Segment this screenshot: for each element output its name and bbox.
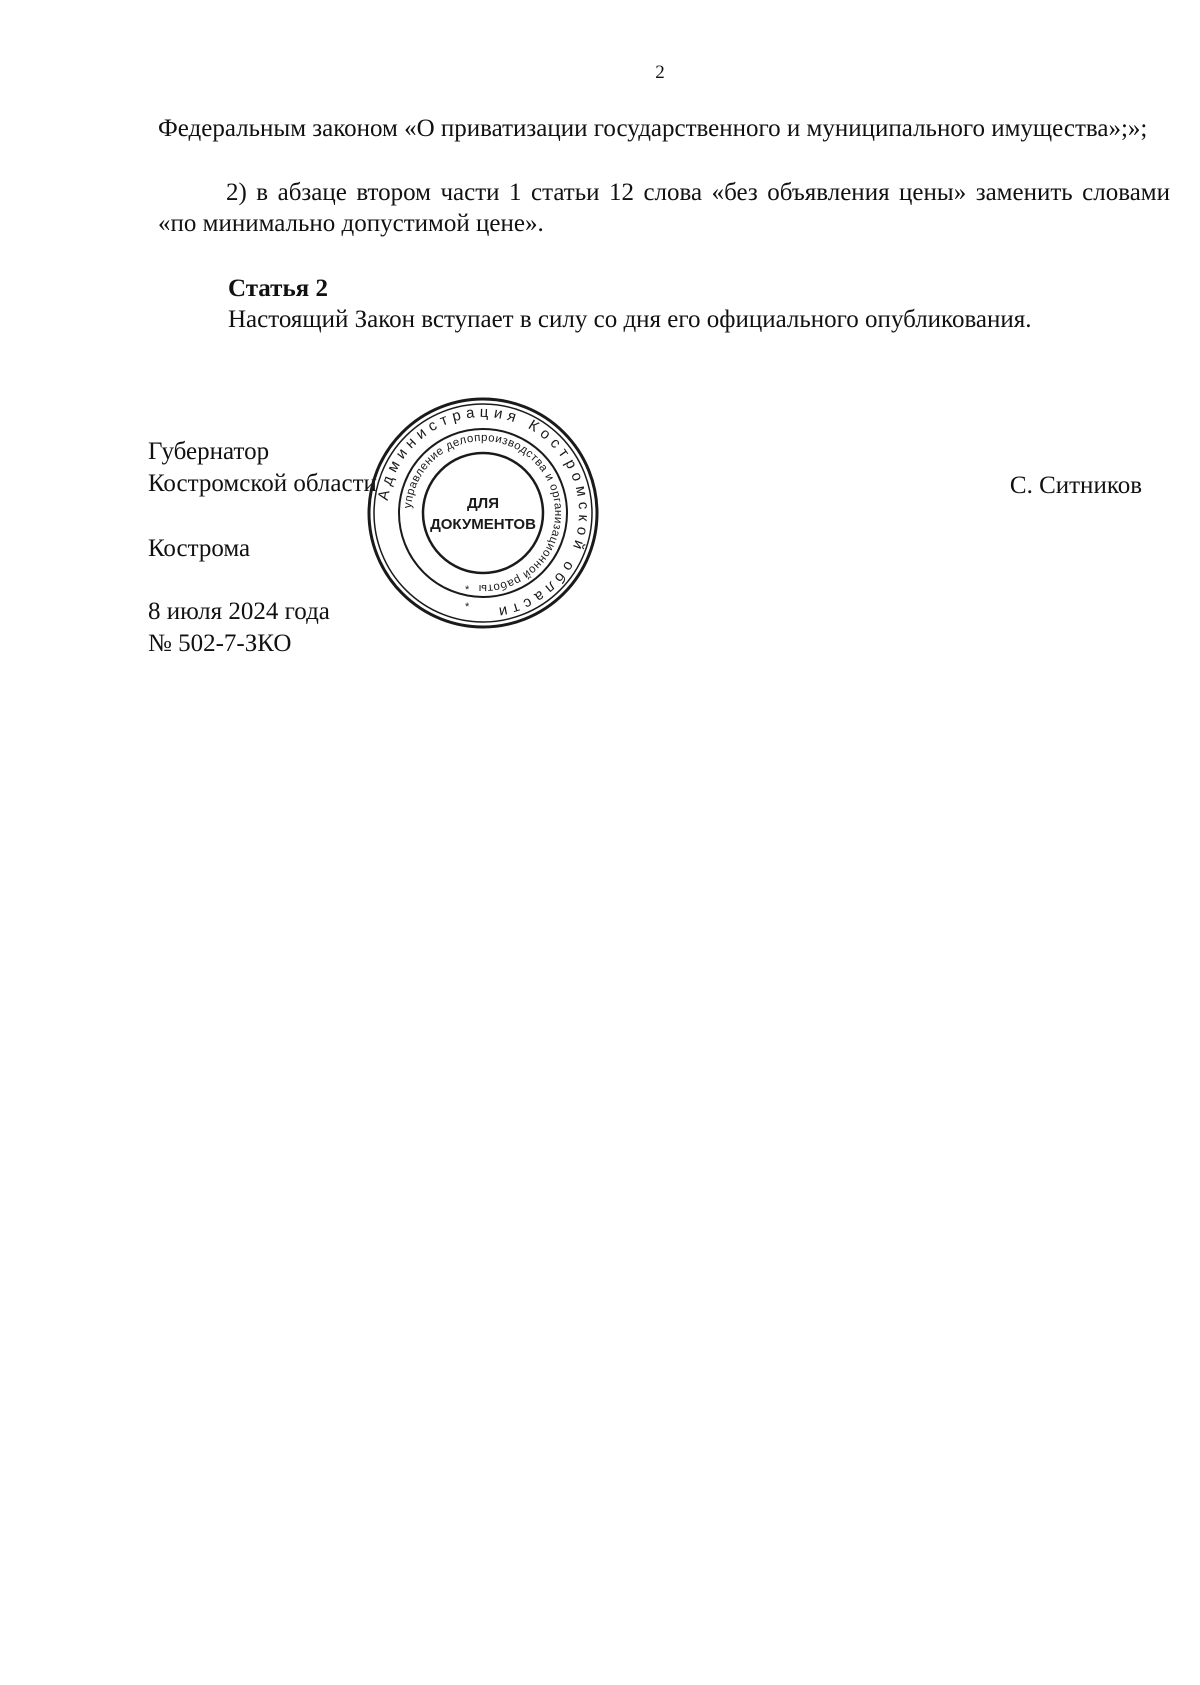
signatory-position: Губернатор bbox=[148, 438, 270, 465]
seal-star-icon: * bbox=[465, 601, 470, 613]
seal-outer-text: Администрация Костромской области bbox=[374, 403, 593, 622]
article-title: Статья 2 bbox=[228, 275, 328, 302]
place-of-signing: Кострома bbox=[148, 535, 251, 562]
seal-center-line-1: ДЛЯ bbox=[467, 495, 499, 512]
official-seal-stamp bbox=[366, 396, 600, 630]
paragraph-2: 2) в абзаце втором части 1 статьи 12 слова «без объявления цены» заменить словами «по минимально допустимой цене». bbox=[158, 179, 1170, 237]
seal-star-icon: * bbox=[465, 584, 470, 596]
signatory-region: Костромской области bbox=[148, 470, 377, 497]
seal-graphic bbox=[366, 396, 600, 630]
page-number: 2 bbox=[655, 62, 665, 83]
seal-inner-ring bbox=[423, 453, 543, 573]
law-number: № 502-7-ЗКО bbox=[148, 630, 292, 657]
paragraph-1: Федеральным законом «О приватизации государственного и муниципального имущества»;»; bbox=[158, 115, 1148, 142]
seal-inner-text: управление делопроизводства и организационной работы bbox=[402, 431, 565, 595]
signer-name: С. Ситников bbox=[1009, 472, 1142, 499]
seal-center-line-2: ДОКУМЕНТОВ bbox=[430, 516, 536, 533]
law-date: 8 июля 2024 года bbox=[148, 598, 330, 625]
article-text: Настоящий Закон вступает в силу со дня его официального опубликования. bbox=[228, 306, 1032, 333]
